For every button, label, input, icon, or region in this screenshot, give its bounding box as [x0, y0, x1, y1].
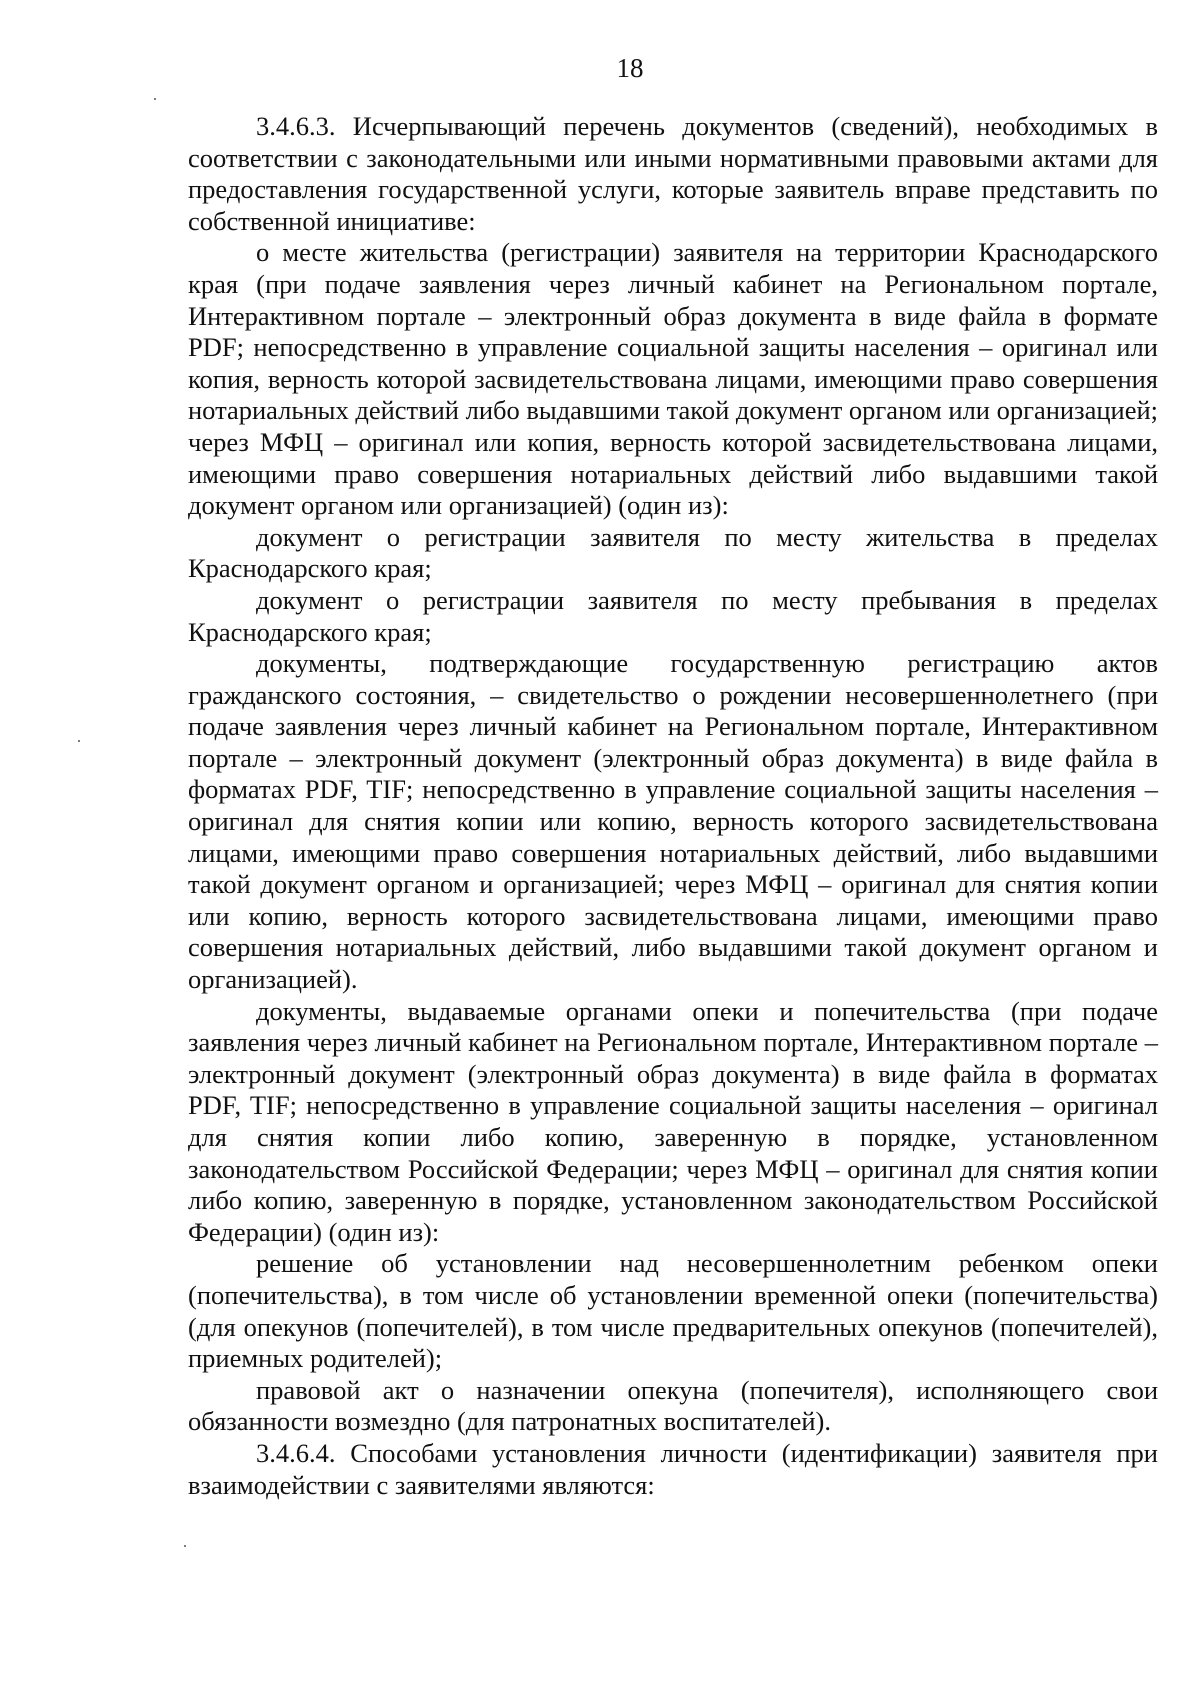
paragraph-registration-residence: документ о регистрации заявителя по месту жительства в пределах Краснодарского края;: [188, 521, 1158, 584]
page-number: 18: [616, 53, 644, 83]
paragraph-3-4-6-4: 3.4.6.4. Способами установления личности (идентификации) заявителя при взаимодействии с заявителями являются:: [188, 1437, 1158, 1500]
paragraph-civil-status-acts: документы, подтверждающие государственную регистрацию актов гражданского состояния, – свидетельство о рождении несовершеннолетнего (при подаче заявления через личный кабинет на Региональном портале, Интерактивном портале – электронный документ (электронный образ документа) в виде файла в форматах PDF, TIF; непосредственно в управление социальной защиты населения – оригинал для снятия копии или копию, верность которого засвидетельствована лицами, имеющими право совершения нотариальных действий, либо выдавшими такой документ органом и организацией; через МФЦ – оригинал для снятия копии или копию, верность которого засвидетельствована лицами, имеющими право совершения нотариальных действий, либо выдавшими такой документ органом и организацией).: [188, 648, 1158, 995]
paragraph-3-4-6-3: 3.4.6.3. Исчерпывающий перечень документов (сведений), необходимых в соответствии с законодательными или иными нормативными правовыми актами для предоставления государственной услуги, которые заявитель вправе представить по собственной инициативе:: [188, 111, 1158, 236]
paragraph-guardianship-documents: документы, выдаваемые органами опеки и попечительства (при подаче заявления через личный кабинет на Региональном портале, Интерактивном портале – электронный документ (электронный образ документа) в виде файла в форматах PDF, TIF; непосредственно в управление социальной защиты населения – оригинал для снятия копии либо копию, заверенную в порядке, установленном законодательством Российской Федерации; через МФЦ – оригинал для снятия копии либо копию, заверенную в порядке, установленном законодательством Российской Федерации) (один из):: [188, 995, 1158, 1247]
document-body: [188, 111, 1158, 1501]
scan-speck: [154, 98, 156, 100]
scan-speck: [78, 740, 80, 742]
paragraph-residence: о месте жительства (регистрации) заявителя на территории Краснодарского края (при подаче заявления через личный кабинет на Региональном портале, Интерактивном портале – электронный образ документа в виде файла в формате PDF; непосредственно в управление социальной защиты населения – оригинал или копия, верность которой засвидетельствована лицами, имеющими право совершения нотариальных действий либо выдавшими такой документ органом или организацией; через МФЦ – оригинал или копия, верность которой засвидетельствована лицами, имеющими право совершения нотариальных действий либо выдавшими такой документ органом или организацией) (один из):: [188, 237, 1158, 521]
scan-speck: [184, 1545, 186, 1547]
paragraph-guardianship-decision: решение об установлении над несовершеннолетним ребенком опеки (попечительства), в том числе об установлении временной опеки (попечительства) (для опекунов (попечителей), в том числе предварительных опекунов (попечителей), приемных родителей);: [188, 1248, 1158, 1374]
paragraph-guardian-appointment: правовой акт о назначении опекуна (попечителя), исполняющего свои обязанности возмездно (для патронатных воспитателей).: [188, 1374, 1158, 1437]
paragraph-registration-stay: документ о регистрации заявителя по месту пребывания в пределах Краснодарского края;: [188, 584, 1158, 647]
